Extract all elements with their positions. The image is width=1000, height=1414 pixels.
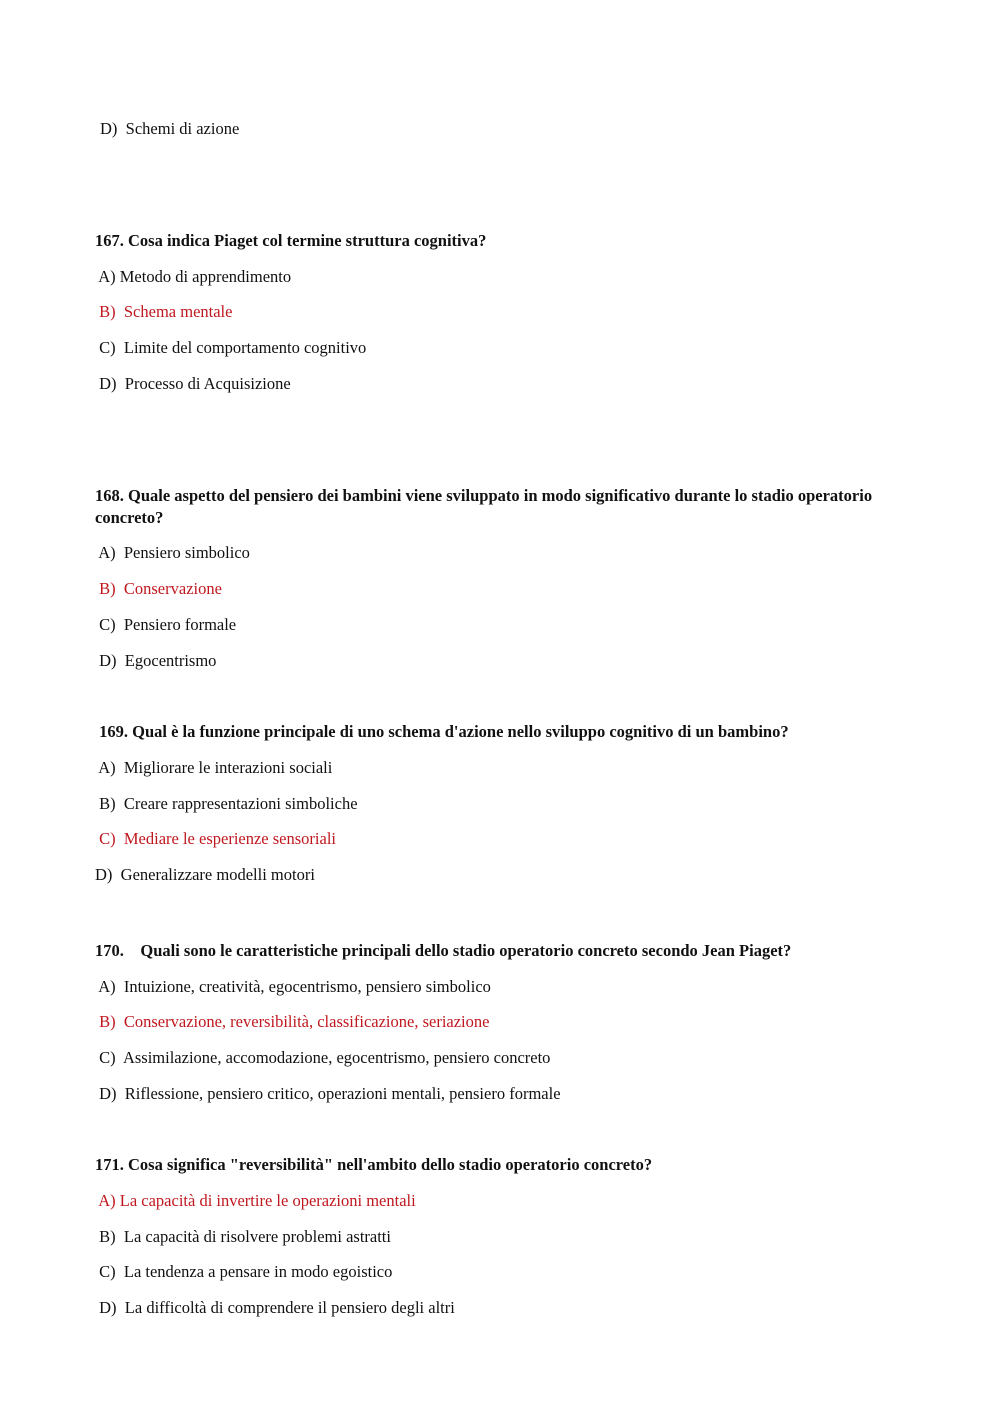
q168-option-d: D) Egocentrismo: [95, 651, 217, 670]
q170-option-a: A) Intuizione, creatività, egocentrismo, pensiero simbolico: [95, 977, 491, 996]
q171-option-d: D) La difficoltà di comprendere il pensiero degli altri: [95, 1298, 455, 1317]
q169-option-a: A) Migliorare le interazioni sociali: [95, 758, 333, 777]
q168-option-b-correct: B) Conservazione: [95, 579, 222, 598]
q167-option-d: D) Processo di Acquisizione: [95, 374, 291, 393]
q171-option-a-correct: A) La capacità di invertire le operazioni mentali: [95, 1191, 416, 1210]
carryover-option-d: D) Schemi di azione: [100, 119, 240, 138]
q171-option-c: C) La tendenza a pensare in modo egoistico: [95, 1262, 393, 1281]
q167-option-c: C) Limite del comportamento cognitivo: [95, 338, 367, 357]
q170-option-b-correct: B) Conservazione, reversibilità, classificazione, seriazione: [95, 1012, 490, 1031]
q169-option-d: D) Generalizzare modelli motori: [95, 865, 315, 884]
question-170: 170. Quali sono le caratteristiche principali dello stadio operatorio concreto secondo Jean Piaget?: [95, 941, 792, 960]
question-168-line2: concreto?: [95, 508, 164, 527]
q170-option-d: D) Riflessione, pensiero critico, operazioni mentali, pensiero formale: [95, 1084, 561, 1103]
q170-option-c: C) Assimilazione, accomodazione, egocentrismo, pensiero concreto: [95, 1048, 551, 1067]
q169-option-c-correct: C) Mediare le esperienze sensoriali: [95, 829, 336, 848]
q168-option-a: A) Pensiero simbolico: [95, 543, 250, 562]
question-167: 167. Cosa indica Piaget col termine struttura cognitiva?: [95, 231, 487, 250]
q167-option-b-correct: B) Schema mentale: [95, 302, 233, 321]
q167-option-a: A) Metodo di apprendimento: [95, 267, 292, 286]
question-168-line1: 168. Quale aspetto del pensiero dei bambini viene sviluppato in modo significativo durante lo stadio operatorio: [95, 486, 873, 505]
q171-option-b: B) La capacità di risolvere problemi astratti: [95, 1227, 391, 1246]
q169-option-b: B) Creare rappresentazioni simboliche: [95, 794, 358, 813]
question-171: 171. Cosa significa "reversibilità" nell'ambito dello stadio operatorio concreto?: [95, 1155, 653, 1174]
q168-option-c: C) Pensiero formale: [95, 615, 237, 634]
question-169: 169. Qual è la funzione principale di uno schema d'azione nello sviluppo cognitivo di un bambino?: [95, 722, 789, 741]
